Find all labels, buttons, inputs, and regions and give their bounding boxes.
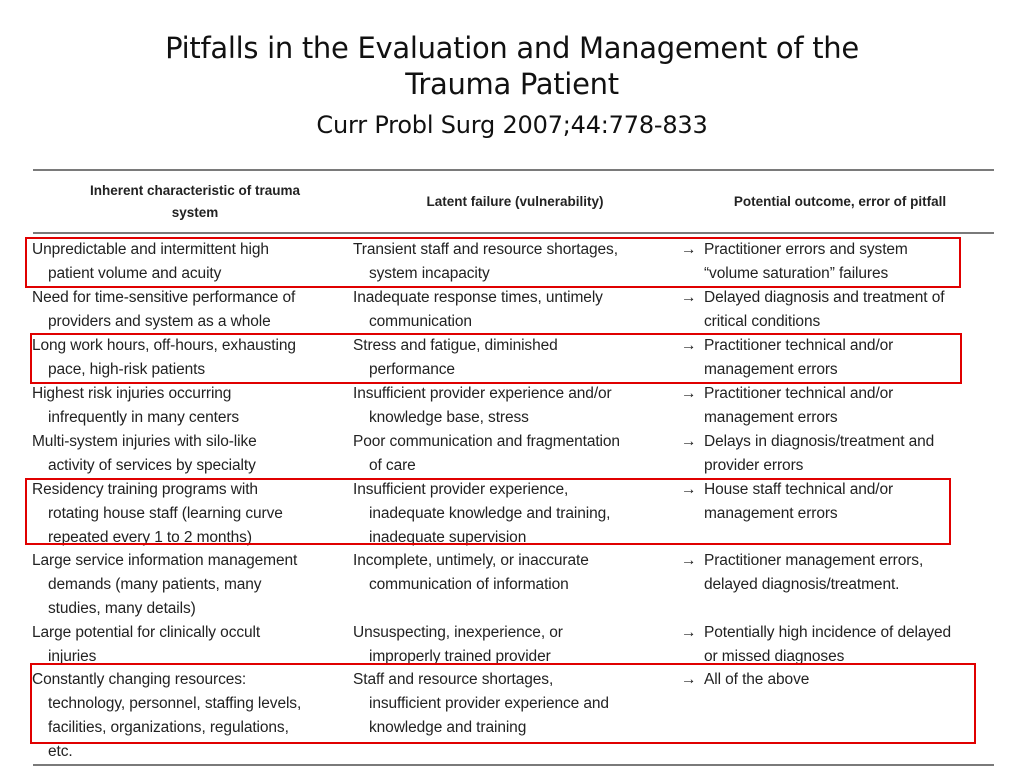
cell-line xyxy=(681,621,993,645)
cell-latent-failure xyxy=(353,621,675,669)
cell-text: system incapacity xyxy=(369,265,490,282)
cell-text: improperly trained provider xyxy=(369,648,551,665)
cell-text: Residency training programs with xyxy=(32,481,258,498)
cell-outcome xyxy=(681,430,993,478)
cell-characteristic xyxy=(32,430,350,478)
cell-latent-failure xyxy=(353,430,675,478)
cell-line xyxy=(32,382,350,406)
column-header-characteristic-line2: system xyxy=(171,205,219,220)
cell-text: inadequate knowledge and training, xyxy=(369,505,611,522)
cell-line xyxy=(353,549,675,573)
right-arrow-icon: → xyxy=(681,289,697,306)
cell-line xyxy=(353,286,675,310)
cell-text: providers and system as a whole xyxy=(48,313,271,330)
cell-text: performance xyxy=(369,361,455,378)
cell-text: Large service information management xyxy=(32,552,298,569)
cell-text: Need for time-sensitive performance of xyxy=(32,289,296,306)
cell-text: Inadequate response times, untimely xyxy=(353,289,603,306)
cell-text: Practitioner technical and/or xyxy=(704,337,894,354)
cell-text: Long work hours, off-hours, exhausting xyxy=(32,337,296,354)
cell-text: critical conditions xyxy=(704,313,821,330)
cell-text: Unpredictable and intermittent high xyxy=(32,241,269,258)
highlight-box-row-3 xyxy=(30,333,962,384)
cell-text: communication xyxy=(369,313,472,330)
cell-characteristic xyxy=(32,549,350,621)
highlight-box-row-1 xyxy=(25,237,961,288)
cell-characteristic xyxy=(32,621,350,669)
cell-text: activity of services by specialty xyxy=(48,457,256,474)
cell-text: knowledge base, stress xyxy=(369,409,529,426)
cell-latent-failure xyxy=(353,549,675,597)
table-top-rule xyxy=(33,169,994,171)
cell-line xyxy=(32,454,350,478)
right-arrow-icon: → xyxy=(681,433,697,450)
table-header-rule xyxy=(33,232,994,234)
cell-text: patient volume and acuity xyxy=(48,265,222,282)
cell-line xyxy=(353,573,675,597)
cell-text: repeated every 1 to 2 months) xyxy=(48,529,252,546)
cell-text: Staff and resource shortages, xyxy=(353,671,554,688)
cell-text: infrequently in many centers xyxy=(48,409,240,426)
cell-text: pace, high-risk patients xyxy=(48,361,205,378)
cell-outcome xyxy=(681,549,993,597)
cell-line xyxy=(681,430,993,454)
cell-text: Incomplete, untimely, or inaccurate xyxy=(353,552,589,569)
cell-text: injuries xyxy=(48,648,97,665)
cell-text: delayed diagnosis/treatment. xyxy=(704,576,900,593)
highlight-box-row-6 xyxy=(25,478,951,545)
cell-text: Poor communication and fragmentation xyxy=(353,433,620,450)
cell-line xyxy=(681,286,993,310)
column-header-characteristic-line1: Inherent characteristic of trauma xyxy=(89,183,301,198)
cell-text: management errors xyxy=(704,505,838,522)
cell-line xyxy=(32,286,350,310)
right-arrow-icon: → xyxy=(681,241,697,258)
column-header-outcome: Potential outcome, error of pitfall xyxy=(733,194,947,209)
cell-text: Highest risk injuries occurring xyxy=(32,385,232,402)
table-bottom-rule xyxy=(33,764,994,766)
cell-outcome xyxy=(681,621,993,669)
cell-text: Practitioner errors and system xyxy=(704,241,908,258)
cell-text: knowledge and training xyxy=(369,719,527,736)
cell-line xyxy=(681,382,993,406)
right-arrow-icon: → xyxy=(681,624,697,641)
cell-line xyxy=(353,310,675,334)
cell-outcome xyxy=(681,382,993,430)
cell-text: Stress and fatigue, diminished xyxy=(353,337,558,354)
cell-line xyxy=(681,406,993,430)
title-line-1: Pitfalls in the Evaluation and Management of the xyxy=(165,31,859,65)
right-arrow-icon: → xyxy=(681,671,697,688)
cell-line xyxy=(32,406,350,430)
cell-text: of care xyxy=(369,457,416,474)
cell-latent-failure xyxy=(353,286,675,334)
cell-outcome xyxy=(681,286,993,334)
right-arrow-icon: → xyxy=(681,481,697,498)
slide-title xyxy=(0,30,1024,140)
cell-text: facilities, organizations, regulations, xyxy=(48,719,289,736)
cell-line xyxy=(681,310,993,334)
cell-characteristic xyxy=(32,286,350,334)
cell-text: Practitioner management errors, xyxy=(704,552,924,569)
cell-text: management errors xyxy=(704,361,838,378)
cell-line xyxy=(32,430,350,454)
cell-line xyxy=(32,597,350,621)
cell-text: Multi-system injuries with silo-like xyxy=(32,433,257,450)
cell-text: insufficient provider experience and xyxy=(369,695,609,712)
cell-text: or missed diagnoses xyxy=(704,648,845,665)
cell-text: Delays in diagnosis/treatment and xyxy=(704,433,935,450)
cell-text: Large potential for clinically occult xyxy=(32,624,261,641)
citation: Curr Probl Surg 2007;44:778-833 xyxy=(316,111,708,139)
cell-text: studies, many details) xyxy=(48,600,196,617)
cell-text: House staff technical and/or xyxy=(704,481,894,498)
cell-line xyxy=(353,430,675,454)
cell-text: communication of information xyxy=(369,576,569,593)
cell-text: Insufficient provider experience and/or xyxy=(353,385,612,402)
cell-line xyxy=(353,454,675,478)
cell-line xyxy=(32,621,350,645)
cell-text: Delayed diagnosis and treatment of xyxy=(704,289,945,306)
cell-line xyxy=(353,406,675,430)
cell-text: All of the above xyxy=(704,671,810,688)
cell-text: etc. xyxy=(48,743,73,760)
cell-text: technology, personnel, staffing levels, xyxy=(48,695,302,712)
cell-line xyxy=(681,454,993,478)
cell-line xyxy=(353,621,675,645)
cell-text: Practitioner technical and/or xyxy=(704,385,894,402)
cell-line xyxy=(32,549,350,573)
cell-text: Potentially high incidence of delayed xyxy=(704,624,952,641)
cell-line xyxy=(32,573,350,597)
cell-text: Unsuspecting, inexperience, or xyxy=(353,624,563,641)
cell-text: Constantly changing resources: xyxy=(32,671,247,688)
column-header-latent-failure: Latent failure (vulnerability) xyxy=(426,194,604,209)
title-line-2: Trauma Patient xyxy=(405,67,619,101)
cell-text: “volume saturation” failures xyxy=(704,265,889,282)
cell-line xyxy=(681,573,993,597)
cell-text: Insufficient provider experience, xyxy=(353,481,569,498)
cell-text: inadequate supervision xyxy=(369,529,527,546)
right-arrow-icon: → xyxy=(681,552,697,569)
cell-line xyxy=(681,549,993,573)
right-arrow-icon: → xyxy=(681,337,697,354)
cell-line xyxy=(353,382,675,406)
column-header-characteristic xyxy=(50,180,340,224)
cell-text: rotating house staff (learning curve xyxy=(48,505,283,522)
right-arrow-icon: → xyxy=(681,385,697,402)
cell-line xyxy=(32,310,350,334)
cell-text: provider errors xyxy=(704,457,804,474)
cell-text: demands (many patients, many xyxy=(48,576,262,593)
highlight-box-row-9 xyxy=(30,663,976,744)
cell-characteristic xyxy=(32,382,350,430)
cell-text: management errors xyxy=(704,409,838,426)
cell-text: Transient staff and resource shortages, xyxy=(353,241,618,258)
cell-latent-failure xyxy=(353,382,675,430)
